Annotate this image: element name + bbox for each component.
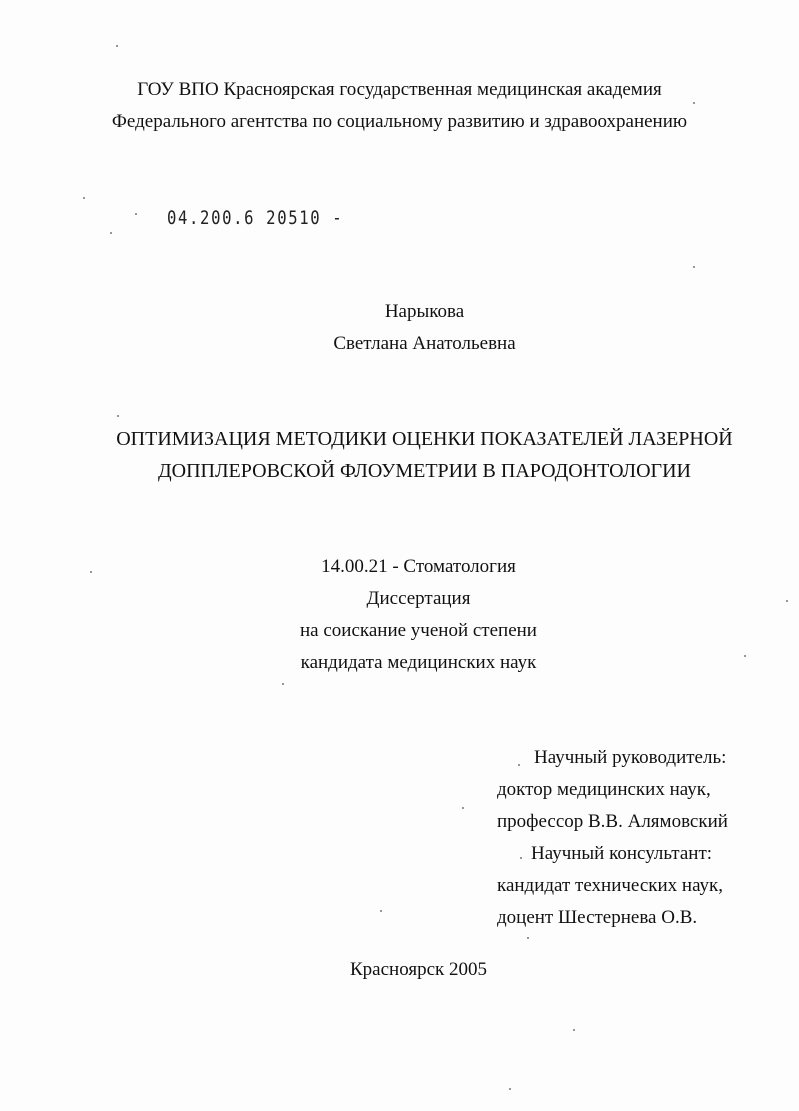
scan-speck <box>116 45 118 47</box>
scan-speck <box>693 102 695 104</box>
registration-stamp: 04.200.6 20510 - <box>167 207 344 229</box>
scan-speck <box>380 910 382 912</box>
author-given-names: Светлана Анатольевна <box>333 333 516 354</box>
scan-speck <box>744 655 746 657</box>
scan-speck <box>573 1029 575 1031</box>
scan-speck <box>518 764 520 766</box>
institution-line-1: ГОУ ВПО Красноярская государственная медицинская академия <box>137 79 662 100</box>
scan-speck <box>786 600 788 602</box>
consultant-role: Научный консультант: <box>531 843 713 864</box>
consultant-degree: кандидат технических наук, <box>497 875 724 896</box>
supervisor-name: профессор В.В. Алямовский <box>497 811 728 832</box>
title-line-1: ОПТИМИЗАЦИЯ МЕТОДИКИ ОЦЕНКИ ПОКАЗАТЕЛЕЙ ЛАЗЕРНОЙ <box>116 428 733 450</box>
scan-speck <box>462 807 464 809</box>
scan-speck <box>83 197 85 199</box>
work-type-line-1: Диссертация <box>366 588 471 609</box>
scan-speck <box>90 571 92 573</box>
scan-speck <box>110 232 112 234</box>
title-line-2: ДОППЛЕРОВСКОЙ ФЛОУМЕТРИИ В ПАРОДОНТОЛОГИИ <box>158 460 691 482</box>
work-type-line-2: на соискание ученой степени <box>300 620 537 641</box>
work-type-line-3: кандидата медицинских наук <box>300 652 537 673</box>
scan-speck <box>135 213 137 215</box>
scan-speck <box>509 1088 511 1090</box>
supervisor-role: Научный руководитель: <box>534 747 727 768</box>
scan-speck <box>282 683 284 685</box>
place-year: Красноярск 2005 <box>350 959 487 980</box>
author-surname: Нарыкова <box>384 301 465 322</box>
scan-speck <box>693 266 695 268</box>
supervisor-degree: доктор медицинских наук, <box>497 779 711 800</box>
institution-line-2: Федерального агентства по социальному развитию и здравоохранению <box>111 111 688 132</box>
scan-speck <box>527 937 529 939</box>
scan-speck <box>117 415 119 417</box>
scan-speck <box>520 857 522 859</box>
consultant-name: доцент Шестернева О.В. <box>497 907 698 928</box>
specialty: 14.00.21 - Стоматология <box>321 556 516 577</box>
